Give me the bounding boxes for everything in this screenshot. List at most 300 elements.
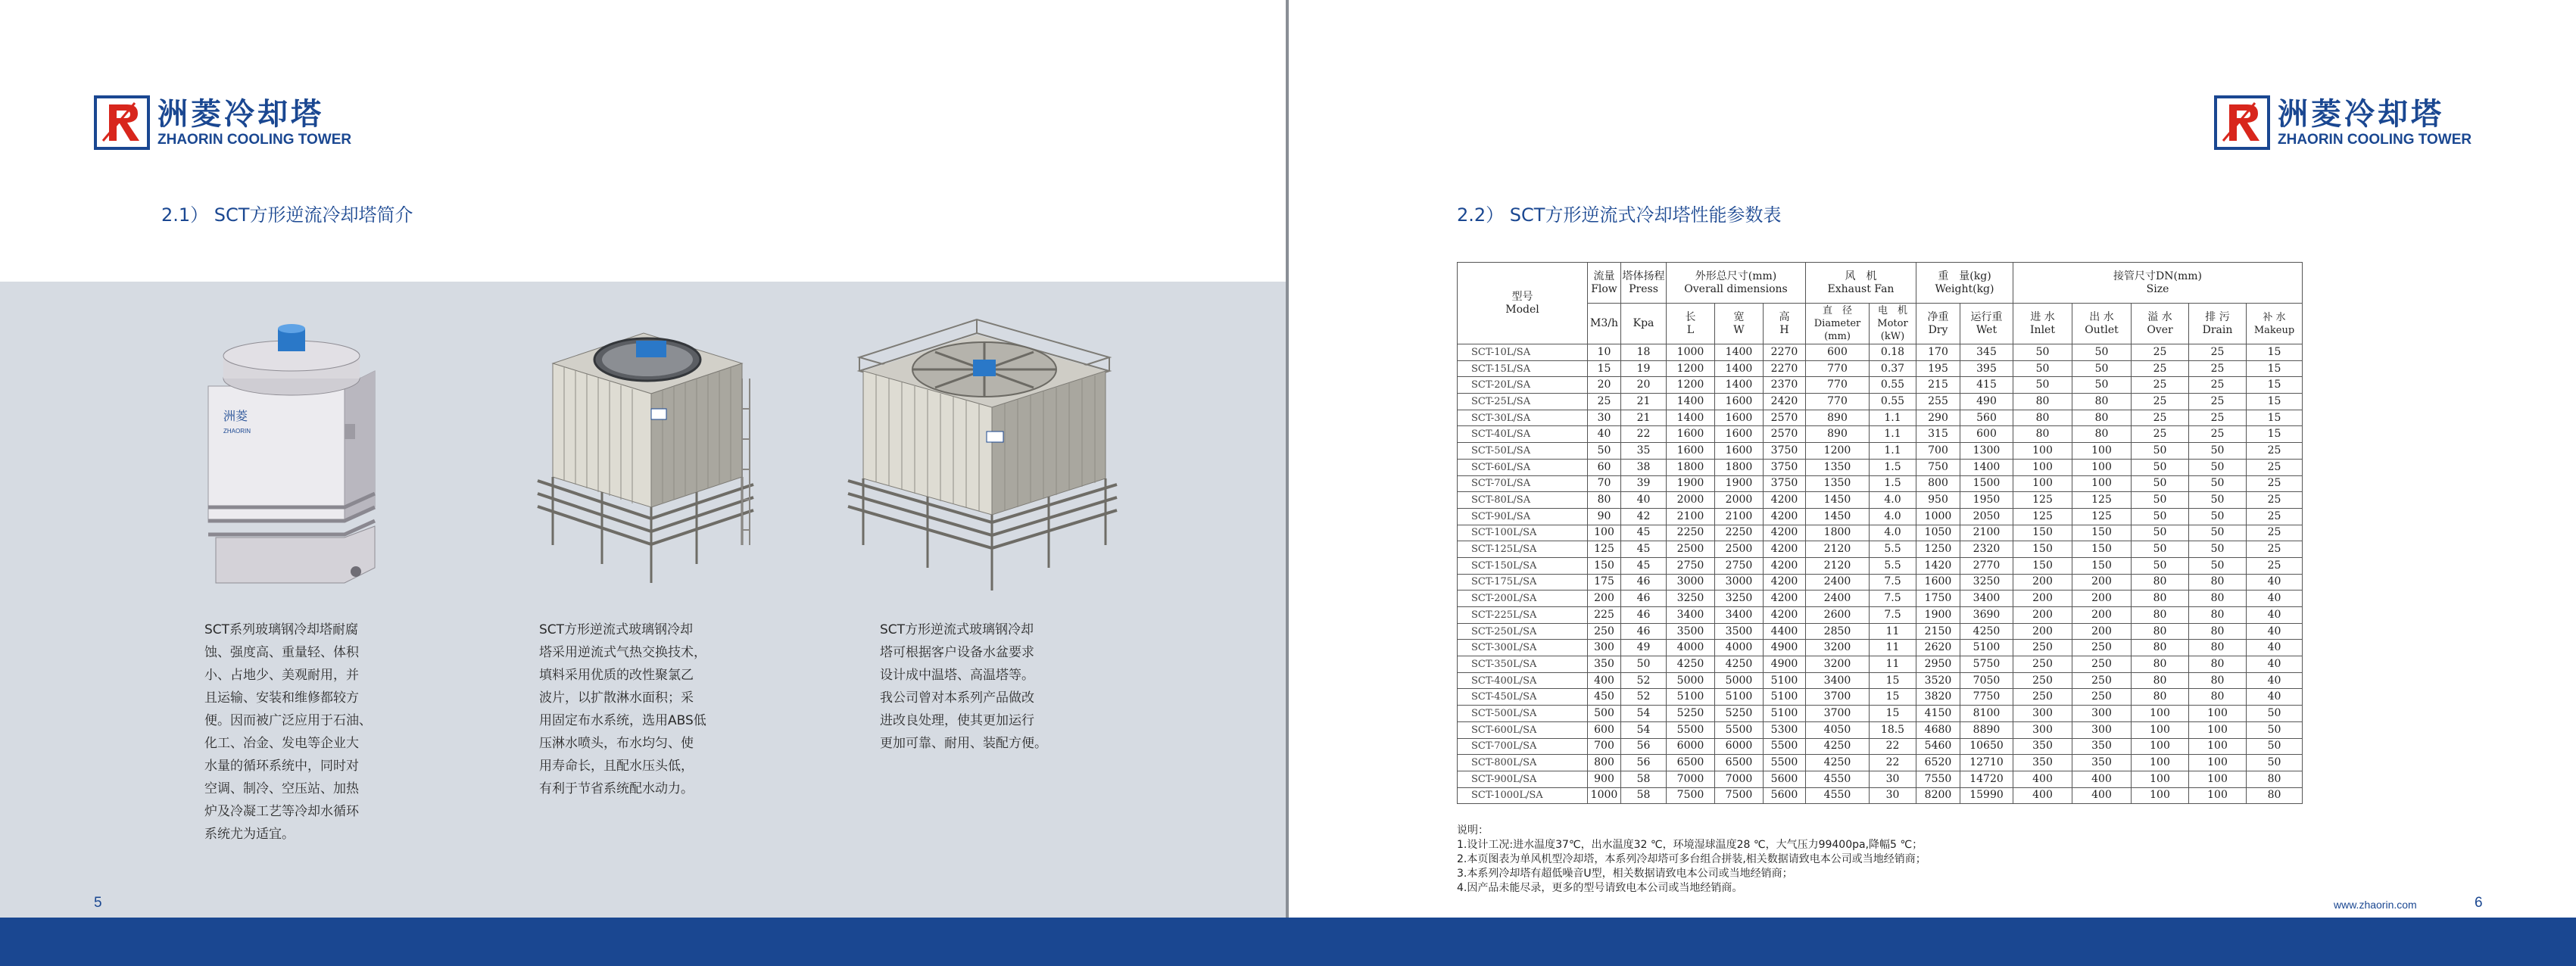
table-row bbox=[1458, 672, 2303, 689]
value-cell: 50 bbox=[2132, 557, 2189, 574]
value-cell: 150 bbox=[2013, 525, 2072, 541]
value-cell: 300 bbox=[2072, 721, 2132, 738]
value-cell: 3520 bbox=[1916, 672, 1960, 689]
note-2: 2.本页图表为单风机型冷却塔，本系列冷却塔可多台组合拼装,相关数据请致电本公司或当地经销商； bbox=[1457, 853, 1926, 865]
value-cell: 2100 bbox=[1715, 508, 1764, 525]
col-inlet: 进 水 Inlet bbox=[2013, 304, 2072, 344]
description-3: SCT方形逆流式玻璃钢冷却 塔可根据客户设备水盆要求 设计成中温塔、高温塔等。 我公司曾对本系列产品做改 进改良处理，使其更加运行 更加可靠、耐用、装配方便。 bbox=[880, 622, 1047, 751]
value-cell: 50 bbox=[2132, 459, 2189, 475]
value-cell: 290 bbox=[1916, 410, 1960, 426]
table-row bbox=[1458, 771, 2303, 787]
value-cell: 20 bbox=[1621, 377, 1667, 394]
value-cell: 100 bbox=[2072, 443, 2132, 460]
value-cell: 1950 bbox=[1960, 492, 2013, 509]
value-cell: 42 bbox=[1621, 508, 1667, 525]
value-cell: 21 bbox=[1621, 394, 1667, 410]
value-cell: 4200 bbox=[1764, 492, 1806, 509]
description-2: SCT方形逆流式玻璃钢冷却 塔采用逆流式气热交换技术， 填料采用优质的改性聚氯乙 波片，以扩散淋水面积；采 用固定布水系统，选用ABS低 压淋水喷头，布水均匀、使 用寿命长，且配水压头低， 有利于节省系统配水动力。 bbox=[539, 622, 706, 796]
value-cell: 50 bbox=[2189, 443, 2247, 460]
value-cell: 350 bbox=[2013, 755, 2072, 771]
value-cell: 750 bbox=[1916, 459, 1960, 475]
value-cell: 80 bbox=[2189, 689, 2247, 706]
value-cell: 100 bbox=[2189, 755, 2247, 771]
table-row bbox=[1458, 443, 2303, 460]
value-cell: 4200 bbox=[1764, 574, 1806, 591]
value-cell: 345 bbox=[1960, 344, 2013, 361]
value-cell: 200 bbox=[2013, 591, 2072, 607]
value-cell: 1400 bbox=[1667, 410, 1715, 426]
model-cell: SCT-150L/SA bbox=[1458, 557, 1588, 574]
value-cell: 7.5 bbox=[1870, 607, 1916, 624]
value-cell: 3400 bbox=[1960, 591, 2013, 607]
value-cell: 25 bbox=[2132, 377, 2189, 394]
value-cell: 2270 bbox=[1764, 360, 1806, 377]
value-cell: 2570 bbox=[1764, 410, 1806, 426]
model-cell: SCT-500L/SA bbox=[1458, 706, 1588, 722]
value-cell: 15 bbox=[2247, 394, 2303, 410]
value-cell: 5750 bbox=[1960, 656, 2013, 673]
value-cell: 15 bbox=[2247, 410, 2303, 426]
value-cell: 1000 bbox=[1916, 508, 1960, 525]
value-cell: 80 bbox=[2132, 672, 2189, 689]
value-cell: 300 bbox=[1588, 640, 1621, 656]
col-flow: 流量 Flow bbox=[1588, 263, 1621, 304]
value-cell: 1600 bbox=[1715, 394, 1764, 410]
value-cell: 4200 bbox=[1764, 607, 1806, 624]
value-cell: 4200 bbox=[1764, 591, 1806, 607]
value-cell: 100 bbox=[2072, 475, 2132, 492]
value-cell: 250 bbox=[2072, 689, 2132, 706]
value-cell: 46 bbox=[1621, 591, 1667, 607]
value-cell: 1.1 bbox=[1870, 443, 1916, 460]
value-cell: 15 bbox=[2247, 360, 2303, 377]
value-cell: 1750 bbox=[1916, 591, 1960, 607]
value-cell: 1400 bbox=[1715, 360, 1764, 377]
value-cell: 2750 bbox=[1715, 557, 1764, 574]
table-row bbox=[1458, 706, 2303, 722]
value-cell: 250 bbox=[2013, 672, 2072, 689]
value-cell: 0.18 bbox=[1870, 344, 1916, 361]
value-cell: 50 bbox=[1588, 443, 1621, 460]
value-cell: 1400 bbox=[1715, 344, 1764, 361]
value-cell: 600 bbox=[1588, 721, 1621, 738]
value-cell: 52 bbox=[1621, 672, 1667, 689]
value-cell: 3250 bbox=[1960, 574, 2013, 591]
value-cell: 3700 bbox=[1806, 706, 1870, 722]
col-fan: 风 机 Exhaust Fan bbox=[1806, 263, 1916, 304]
table-row bbox=[1458, 525, 2303, 541]
page-number-right: 6 bbox=[2475, 895, 2483, 911]
model-cell: SCT-175L/SA bbox=[1458, 574, 1588, 591]
model-cell: SCT-70L/SA bbox=[1458, 475, 1588, 492]
value-cell: 490 bbox=[1960, 394, 2013, 410]
value-cell: 49 bbox=[1621, 640, 1667, 656]
value-cell: 40 bbox=[2247, 689, 2303, 706]
value-cell: 100 bbox=[2132, 755, 2189, 771]
value-cell: 1600 bbox=[1667, 426, 1715, 443]
value-cell: 80 bbox=[2132, 574, 2189, 591]
col-length: 长 L bbox=[1667, 304, 1715, 344]
value-cell: 7750 bbox=[1960, 689, 2013, 706]
value-cell: 4050 bbox=[1806, 721, 1870, 738]
value-cell: 50 bbox=[2189, 475, 2247, 492]
value-cell: 50 bbox=[2189, 525, 2247, 541]
value-cell: 50 bbox=[2013, 360, 2072, 377]
value-cell: 50 bbox=[2247, 721, 2303, 738]
value-cell: 100 bbox=[2132, 771, 2189, 787]
value-cell: 2750 bbox=[1667, 557, 1715, 574]
value-cell: 3750 bbox=[1764, 475, 1806, 492]
value-cell: 150 bbox=[2072, 541, 2132, 558]
value-cell: 25 bbox=[2189, 344, 2247, 361]
value-cell: 100 bbox=[2013, 459, 2072, 475]
value-cell: 400 bbox=[1588, 672, 1621, 689]
table-row bbox=[1458, 360, 2303, 377]
value-cell: 900 bbox=[1588, 771, 1621, 787]
value-cell: 3250 bbox=[1667, 591, 1715, 607]
value-cell: 80 bbox=[2189, 574, 2247, 591]
value-cell: 15 bbox=[2247, 344, 2303, 361]
value-cell: 0.55 bbox=[1870, 394, 1916, 410]
value-cell: 5500 bbox=[1764, 755, 1806, 771]
value-cell: 80 bbox=[2132, 591, 2189, 607]
value-cell: 4200 bbox=[1764, 557, 1806, 574]
value-cell: 3400 bbox=[1806, 672, 1870, 689]
value-cell: 50 bbox=[2132, 443, 2189, 460]
value-cell: 35 bbox=[1621, 443, 1667, 460]
left-page bbox=[0, 0, 1287, 918]
col-makeup: 补 水 Makeup bbox=[2247, 304, 2303, 344]
value-cell: 25 bbox=[2247, 508, 2303, 525]
website-link[interactable]: www.zhaorin.com bbox=[2334, 899, 2417, 911]
value-cell: 30 bbox=[1870, 787, 1916, 804]
value-cell: 3250 bbox=[1715, 591, 1764, 607]
value-cell: 125 bbox=[2072, 508, 2132, 525]
value-cell: 150 bbox=[1588, 557, 1621, 574]
value-cell: 3400 bbox=[1715, 607, 1764, 624]
value-cell: 2950 bbox=[1916, 656, 1960, 673]
value-cell: 7000 bbox=[1715, 771, 1764, 787]
value-cell: 1000 bbox=[1588, 787, 1621, 804]
value-cell: 15 bbox=[2247, 426, 2303, 443]
model-cell: SCT-350L/SA bbox=[1458, 656, 1588, 673]
value-cell: 5100 bbox=[1667, 689, 1715, 706]
value-cell: 7000 bbox=[1667, 771, 1715, 787]
value-cell: 25 bbox=[2132, 344, 2189, 361]
value-cell: 200 bbox=[2072, 607, 2132, 624]
value-cell: 100 bbox=[2189, 706, 2247, 722]
value-cell: 1600 bbox=[1715, 410, 1764, 426]
value-cell: 200 bbox=[2072, 591, 2132, 607]
brand-logo bbox=[2214, 95, 2472, 150]
note-1: 1.设计工况:进水温度37℃，出水温度32 ℃，环境湿球温度28 ℃，大气压力99400pa,降幅5 ℃； bbox=[1457, 839, 1923, 851]
value-cell: 2050 bbox=[1960, 508, 2013, 525]
value-cell: 2370 bbox=[1764, 377, 1806, 394]
value-cell: 5100 bbox=[1764, 706, 1806, 722]
value-cell: 350 bbox=[2013, 738, 2072, 755]
value-cell: 15 bbox=[1588, 360, 1621, 377]
value-cell: 50 bbox=[1621, 656, 1667, 673]
value-cell: 125 bbox=[2013, 492, 2072, 509]
table-row bbox=[1458, 607, 2303, 624]
value-cell: 2500 bbox=[1667, 541, 1715, 558]
table-row bbox=[1458, 689, 2303, 706]
table-row bbox=[1458, 394, 2303, 410]
value-cell: 80 bbox=[2013, 410, 2072, 426]
value-cell: 5600 bbox=[1764, 787, 1806, 804]
spec-table-body bbox=[1458, 344, 2303, 804]
value-cell: 175 bbox=[1588, 574, 1621, 591]
value-cell: 0.37 bbox=[1870, 360, 1916, 377]
col-dims: 外形总尺寸(mm) Overall dimensions bbox=[1667, 263, 1806, 304]
col-outlet: 出 水 Outlet bbox=[2072, 304, 2132, 344]
unit-flow: M3/h bbox=[1588, 304, 1621, 344]
value-cell: 395 bbox=[1960, 360, 2013, 377]
value-cell: 11 bbox=[1870, 640, 1916, 656]
value-cell: 25 bbox=[1588, 394, 1621, 410]
value-cell: 54 bbox=[1621, 721, 1667, 738]
value-cell: 415 bbox=[1960, 377, 2013, 394]
value-cell: 3200 bbox=[1806, 640, 1870, 656]
value-cell: 200 bbox=[2013, 607, 2072, 624]
value-cell: 450 bbox=[1588, 689, 1621, 706]
value-cell: 25 bbox=[2132, 360, 2189, 377]
value-cell: 50 bbox=[2132, 492, 2189, 509]
value-cell: 2620 bbox=[1916, 640, 1960, 656]
model-cell: SCT-900L/SA bbox=[1458, 771, 1588, 787]
value-cell: 1600 bbox=[1916, 574, 1960, 591]
value-cell: 46 bbox=[1621, 607, 1667, 624]
value-cell: 4200 bbox=[1764, 525, 1806, 541]
model-cell: SCT-250L/SA bbox=[1458, 623, 1588, 640]
value-cell: 80 bbox=[2072, 426, 2132, 443]
value-cell: 80 bbox=[2247, 771, 2303, 787]
value-cell: 25 bbox=[2132, 410, 2189, 426]
value-cell: 6000 bbox=[1667, 738, 1715, 755]
value-cell: 50 bbox=[2013, 377, 2072, 394]
spec-table bbox=[1457, 262, 2303, 804]
value-cell: 11 bbox=[1870, 656, 1916, 673]
value-cell: 7.5 bbox=[1870, 591, 1916, 607]
value-cell: 30 bbox=[1870, 771, 1916, 787]
value-cell: 3500 bbox=[1715, 623, 1764, 640]
table-row bbox=[1458, 755, 2303, 771]
value-cell: 770 bbox=[1806, 377, 1870, 394]
value-cell: 80 bbox=[2013, 426, 2072, 443]
value-cell: 3400 bbox=[1667, 607, 1715, 624]
value-cell: 6520 bbox=[1916, 755, 1960, 771]
value-cell: 80 bbox=[2132, 656, 2189, 673]
col-over: 溢 水 Over bbox=[2132, 304, 2189, 344]
value-cell: 1800 bbox=[1715, 459, 1764, 475]
value-cell: 150 bbox=[2013, 541, 2072, 558]
col-wet: 运行重 Wet bbox=[1960, 304, 2013, 344]
value-cell: 4.0 bbox=[1870, 492, 1916, 509]
value-cell: 4900 bbox=[1764, 656, 1806, 673]
table-row bbox=[1458, 656, 2303, 673]
tower-label-en: ZHAORIN bbox=[223, 428, 251, 435]
page-number-left: 5 bbox=[94, 895, 102, 911]
value-cell: 5600 bbox=[1764, 771, 1806, 787]
value-cell: 1.5 bbox=[1870, 475, 1916, 492]
value-cell: 100 bbox=[2189, 721, 2247, 738]
value-cell: 45 bbox=[1621, 541, 1667, 558]
value-cell: 890 bbox=[1806, 426, 1870, 443]
value-cell: 1900 bbox=[1715, 475, 1764, 492]
value-cell: 350 bbox=[2072, 755, 2132, 771]
value-cell: 8890 bbox=[1960, 721, 2013, 738]
value-cell: 300 bbox=[2013, 721, 2072, 738]
value-cell: 3500 bbox=[1667, 623, 1715, 640]
value-cell: 90 bbox=[1588, 508, 1621, 525]
value-cell: 1900 bbox=[1916, 607, 1960, 624]
value-cell: 1300 bbox=[1960, 443, 2013, 460]
logo-mark-icon bbox=[2214, 95, 2270, 150]
value-cell: 200 bbox=[2013, 574, 2072, 591]
table-row bbox=[1458, 591, 2303, 607]
value-cell: 700 bbox=[1588, 738, 1621, 755]
value-cell: 25 bbox=[2132, 394, 2189, 410]
value-cell: 100 bbox=[2072, 459, 2132, 475]
value-cell: 80 bbox=[2132, 607, 2189, 624]
value-cell: 56 bbox=[1621, 738, 1667, 755]
value-cell: 2570 bbox=[1764, 426, 1806, 443]
value-cell: 1200 bbox=[1806, 443, 1870, 460]
value-cell: 80 bbox=[2189, 672, 2247, 689]
value-cell: 4680 bbox=[1916, 721, 1960, 738]
model-cell: SCT-10L/SA bbox=[1458, 344, 1588, 361]
model-cell: SCT-50L/SA bbox=[1458, 443, 1588, 460]
value-cell: 40 bbox=[2247, 640, 2303, 656]
model-cell: SCT-800L/SA bbox=[1458, 755, 1588, 771]
value-cell: 50 bbox=[2072, 344, 2132, 361]
value-cell: 56 bbox=[1621, 755, 1667, 771]
value-cell: 18 bbox=[1621, 344, 1667, 361]
table-header-row bbox=[1458, 263, 2303, 304]
value-cell: 40 bbox=[2247, 574, 2303, 591]
value-cell: 2500 bbox=[1715, 541, 1764, 558]
col-size: 接管尺寸DN(mm) Size bbox=[2013, 263, 2303, 304]
value-cell: 50 bbox=[2189, 459, 2247, 475]
value-cell: 40 bbox=[2247, 623, 2303, 640]
value-cell: 170 bbox=[1916, 344, 1960, 361]
col-weight: 重 量(kg) Weight(kg) bbox=[1916, 263, 2013, 304]
value-cell: 39 bbox=[1621, 475, 1667, 492]
value-cell: 400 bbox=[2013, 771, 2072, 787]
value-cell: 100 bbox=[2013, 443, 2072, 460]
value-cell: 2120 bbox=[1806, 541, 1870, 558]
value-cell: 1420 bbox=[1916, 557, 1960, 574]
value-cell: 25 bbox=[2247, 525, 2303, 541]
value-cell: 400 bbox=[2072, 787, 2132, 804]
value-cell: 4250 bbox=[1667, 656, 1715, 673]
value-cell: 21 bbox=[1621, 410, 1667, 426]
col-height: 高 H bbox=[1764, 304, 1806, 344]
value-cell: 15 bbox=[1870, 706, 1916, 722]
value-cell: 58 bbox=[1621, 787, 1667, 804]
value-cell: 15 bbox=[1870, 689, 1916, 706]
table-row bbox=[1458, 426, 2303, 443]
value-cell: 5500 bbox=[1715, 721, 1764, 738]
value-cell: 60 bbox=[1588, 459, 1621, 475]
value-cell: 2120 bbox=[1806, 557, 1870, 574]
value-cell: 14720 bbox=[1960, 771, 2013, 787]
value-cell: 1.5 bbox=[1870, 459, 1916, 475]
table-row bbox=[1458, 738, 2303, 755]
logo-mark-icon bbox=[94, 95, 150, 150]
value-cell: 250 bbox=[2072, 656, 2132, 673]
table-row bbox=[1458, 623, 2303, 640]
value-cell: 1450 bbox=[1806, 508, 1870, 525]
value-cell: 4900 bbox=[1764, 640, 1806, 656]
notes-title: 说明： bbox=[1457, 824, 1489, 837]
value-cell: 80 bbox=[2132, 623, 2189, 640]
value-cell: 80 bbox=[2132, 689, 2189, 706]
value-cell: 215 bbox=[1916, 377, 1960, 394]
value-cell: 40 bbox=[1621, 492, 1667, 509]
model-cell: SCT-25L/SA bbox=[1458, 394, 1588, 410]
col-drain: 排 污 Drain bbox=[2189, 304, 2247, 344]
brand-name-cn: 洲菱冷却塔 bbox=[2278, 97, 2444, 132]
value-cell: 250 bbox=[2013, 689, 2072, 706]
value-cell: 25 bbox=[2247, 492, 2303, 509]
value-cell: 4400 bbox=[1764, 623, 1806, 640]
value-cell: 80 bbox=[2189, 607, 2247, 624]
value-cell: 350 bbox=[1588, 656, 1621, 673]
value-cell: 6000 bbox=[1715, 738, 1764, 755]
value-cell: 40 bbox=[2247, 607, 2303, 624]
value-cell: 1600 bbox=[1715, 426, 1764, 443]
value-cell: 25 bbox=[2189, 360, 2247, 377]
brand-name-cn: 洲菱冷却塔 bbox=[157, 97, 324, 132]
value-cell: 250 bbox=[2013, 656, 2072, 673]
value-cell: 80 bbox=[2072, 394, 2132, 410]
value-cell: 560 bbox=[1960, 410, 2013, 426]
value-cell: 80 bbox=[2072, 410, 2132, 426]
value-cell: 5300 bbox=[1764, 721, 1806, 738]
value-cell: 1600 bbox=[1667, 443, 1715, 460]
value-cell: 11 bbox=[1870, 623, 1916, 640]
value-cell: 125 bbox=[2013, 508, 2072, 525]
value-cell: 52 bbox=[1621, 689, 1667, 706]
value-cell: 2000 bbox=[1715, 492, 1764, 509]
value-cell: 4150 bbox=[1916, 706, 1960, 722]
value-cell: 1900 bbox=[1667, 475, 1715, 492]
value-cell: 100 bbox=[2189, 738, 2247, 755]
value-cell: 100 bbox=[2132, 706, 2189, 722]
value-cell: 2420 bbox=[1764, 394, 1806, 410]
value-cell: 25 bbox=[2189, 377, 2247, 394]
value-cell: 58 bbox=[1621, 771, 1667, 787]
value-cell: 200 bbox=[2013, 623, 2072, 640]
value-cell: 25 bbox=[2247, 557, 2303, 574]
value-cell: 0.55 bbox=[1870, 377, 1916, 394]
value-cell: 40 bbox=[1588, 426, 1621, 443]
value-cell: 2850 bbox=[1806, 623, 1870, 640]
right-page bbox=[1289, 0, 2576, 918]
value-cell: 10 bbox=[1588, 344, 1621, 361]
value-cell: 5250 bbox=[1667, 706, 1715, 722]
table-row bbox=[1458, 508, 2303, 525]
model-cell: SCT-20L/SA bbox=[1458, 377, 1588, 394]
value-cell: 800 bbox=[1588, 755, 1621, 771]
value-cell: 770 bbox=[1806, 360, 1870, 377]
value-cell: 22 bbox=[1870, 755, 1916, 771]
value-cell: 50 bbox=[2247, 706, 2303, 722]
value-cell: 70 bbox=[1588, 475, 1621, 492]
value-cell: 22 bbox=[1621, 426, 1667, 443]
value-cell: 250 bbox=[2072, 672, 2132, 689]
